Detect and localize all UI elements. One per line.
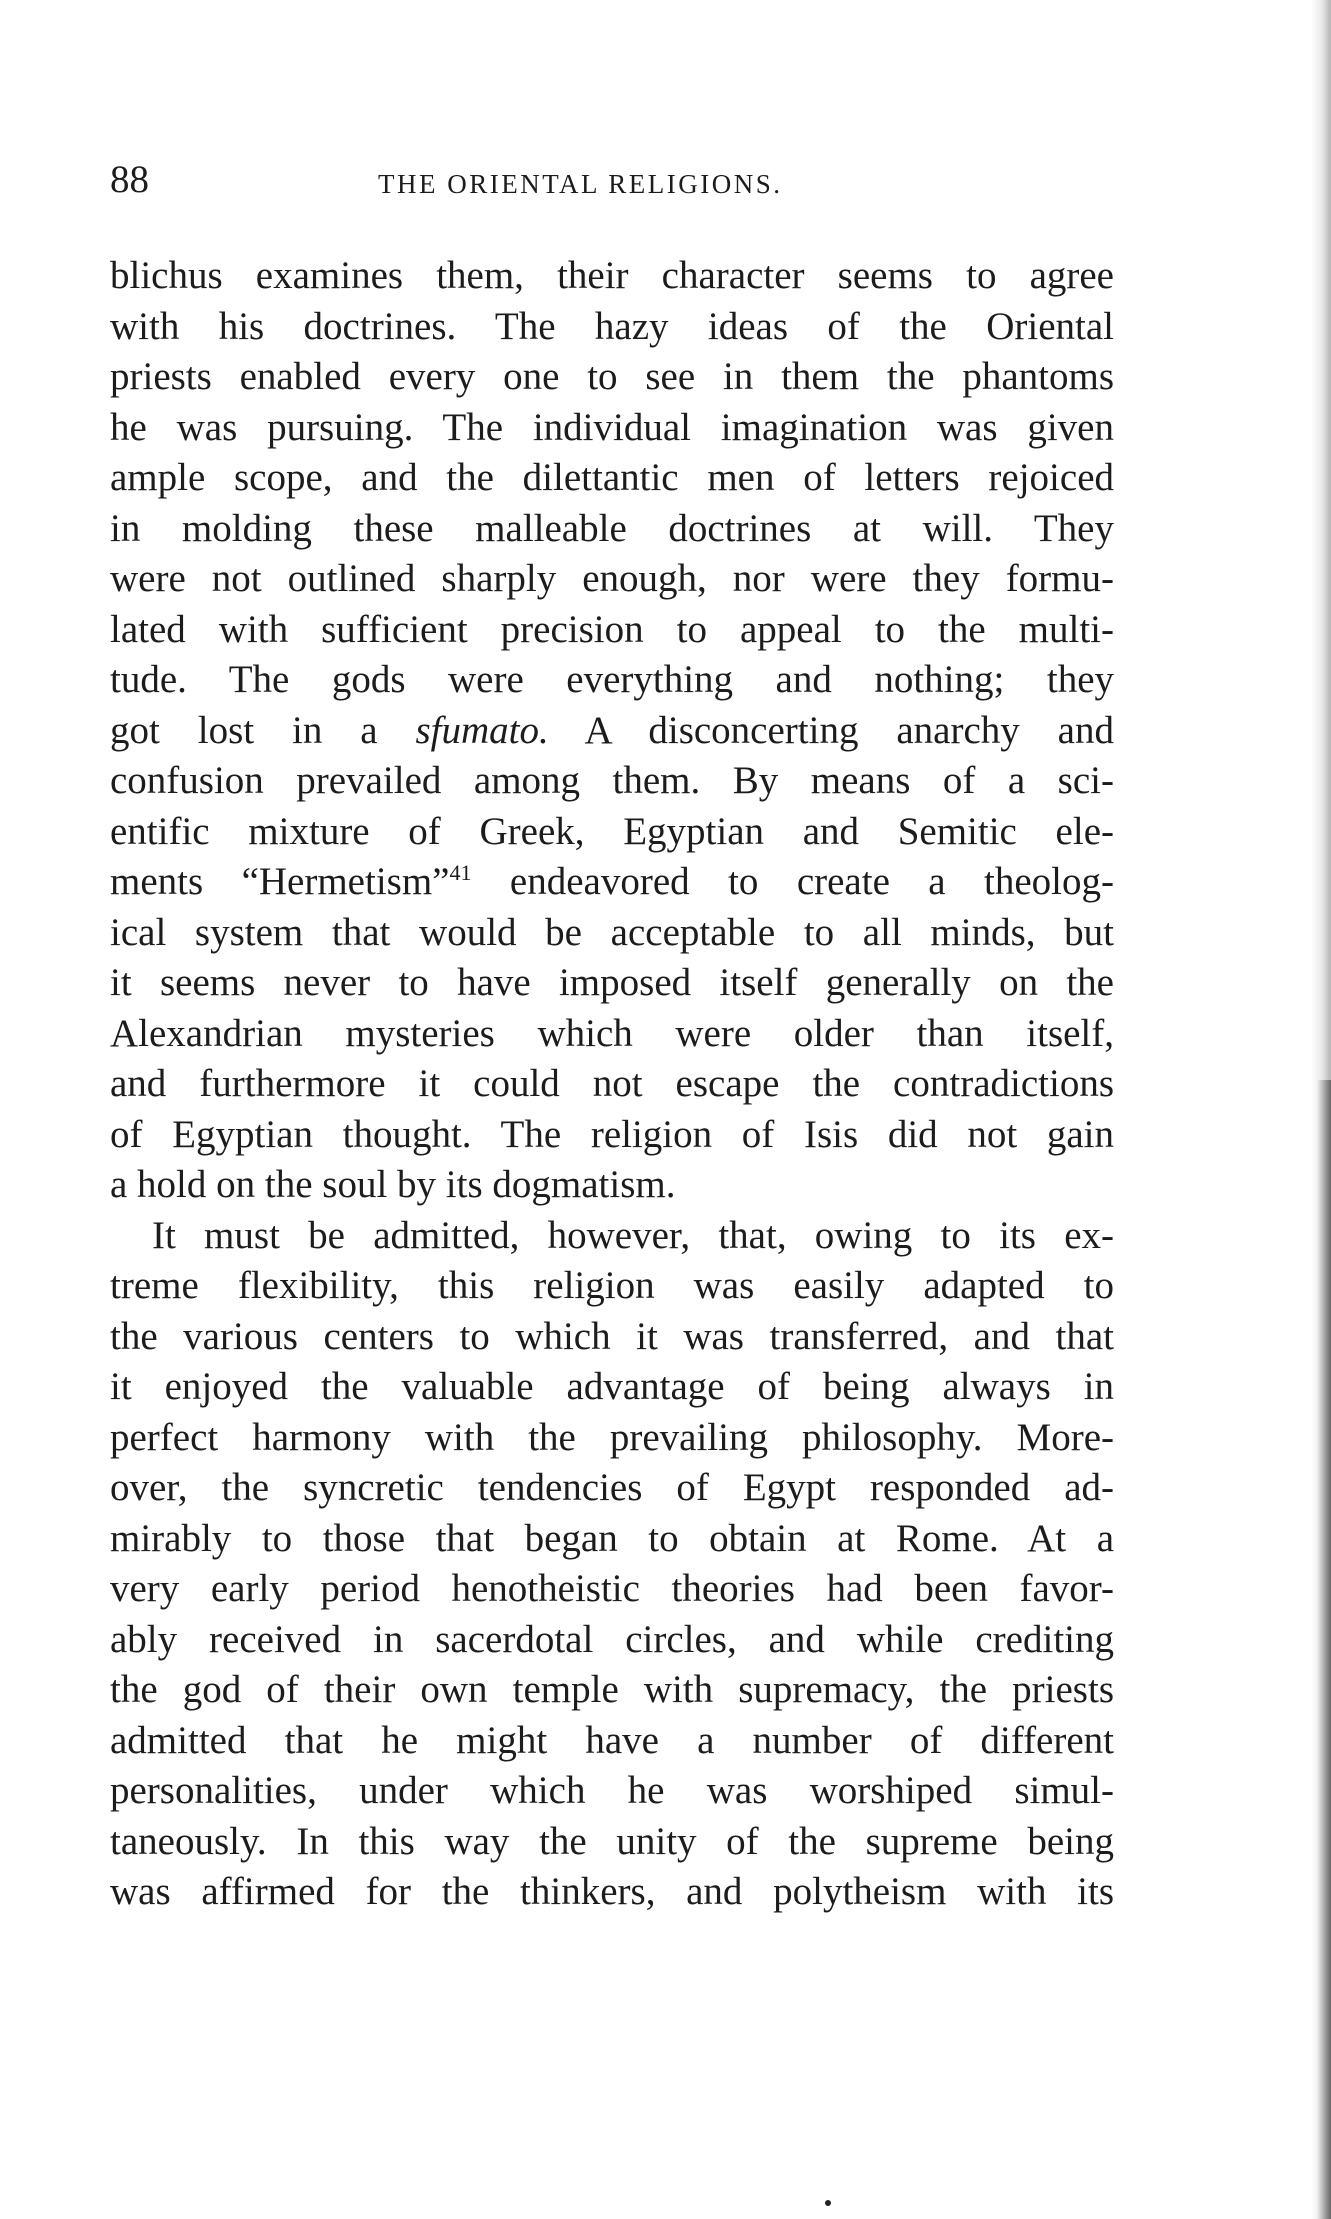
text-line: was affirmed for the thinkers, and polytheism with its: [110, 1870, 1114, 1913]
ink-speck: [825, 2200, 831, 2206]
text-segment: got lost in a: [110, 708, 378, 752]
page-number: 88: [110, 158, 149, 201]
text-line: the various centers to which it was transferred, and that: [110, 1314, 1114, 1358]
body-text: [110, 251, 1114, 1918]
text-line: blichus examines them, their character seems to agree: [110, 254, 1114, 297]
text-line: confusion prevailed among them. By means of a sci-: [110, 759, 1114, 802]
footnote-reference: 41: [449, 860, 472, 885]
text-line: and furthermore it could not escape the contradictions: [110, 1062, 1114, 1105]
text-line: he was pursuing. The individual imagination was given: [110, 405, 1114, 449]
text-line: Alexandrian mysteries which were older than itself,: [110, 1011, 1114, 1055]
text-line: ical system that would be acceptable to all minds, but: [110, 910, 1114, 954]
text-line: it enjoyed the valuable advantage of being always in: [110, 1365, 1114, 1408]
text-line: over, the syncretic tendencies of Egypt responded ad-: [110, 1466, 1114, 1509]
text-segment: A disconcerting anarchy and: [548, 708, 1114, 752]
paragraph-first-line: It must be admitted, however, that, owing to its ex-: [152, 1213, 1114, 1257]
text-line: very early period henotheistic theories had been favor-: [110, 1567, 1114, 1610]
text-line: mirably to those that began to obtain at Rome. At a: [110, 1516, 1114, 1560]
text-line-with-note: [110, 857, 1114, 908]
text-line: it seems never to have imposed itself generally on the: [110, 961, 1114, 1004]
running-head: [110, 155, 1114, 205]
text-line: of Egyptian thought. The religion of Isis did not gain: [110, 1112, 1114, 1156]
text-segment: endeavored to create a theolog-: [471, 860, 1115, 903]
text-line: ably received in sacerdotal circles, and while crediting: [110, 1617, 1114, 1661]
text-line: ample scope, and the dilettantic men of letters rejoiced: [110, 456, 1114, 499]
page-edge-shadow-lower: [1317, 1080, 1331, 2219]
text-line: a hold on the soul by its dogmatism.: [110, 1163, 676, 1206]
text-line: in molding these malleable doctrines at will. They: [110, 506, 1114, 550]
running-title: THE ORIENTAL RELIGIONS.: [378, 169, 783, 199]
italic-term: sfumato.: [415, 708, 549, 752]
text-line: treme flexibility, this religion was easily adapted to: [110, 1264, 1114, 1307]
text-line: perfect harmony with the prevailing philosophy. More-: [110, 1415, 1114, 1459]
text-line-with-italic: [110, 706, 1114, 757]
text-line: were not outlined sharply enough, nor were they formu-: [110, 557, 1114, 600]
text-line: entific mixture of Greek, Egyptian and Semitic ele-: [110, 809, 1114, 853]
text-line: the god of their own temple with supremacy, the priests: [110, 1668, 1114, 1711]
text-line: priests enabled every one to see in them the phantoms: [110, 355, 1114, 398]
text-line: personalities, under which he was worshiped simul-: [110, 1769, 1114, 1812]
text-line: taneously. In this way the unity of the supreme being: [110, 1819, 1114, 1863]
text-line: lated with sufficient precision to appeal to the multi-: [110, 607, 1114, 651]
text-line: tude. The gods were everything and nothing; they: [110, 658, 1114, 701]
text-segment: ments “Hermetism”: [110, 860, 450, 903]
text-line: admitted that he might have a number of different: [110, 1718, 1114, 1762]
text-line: with his doctrines. The hazy ideas of the Oriental: [110, 304, 1114, 348]
